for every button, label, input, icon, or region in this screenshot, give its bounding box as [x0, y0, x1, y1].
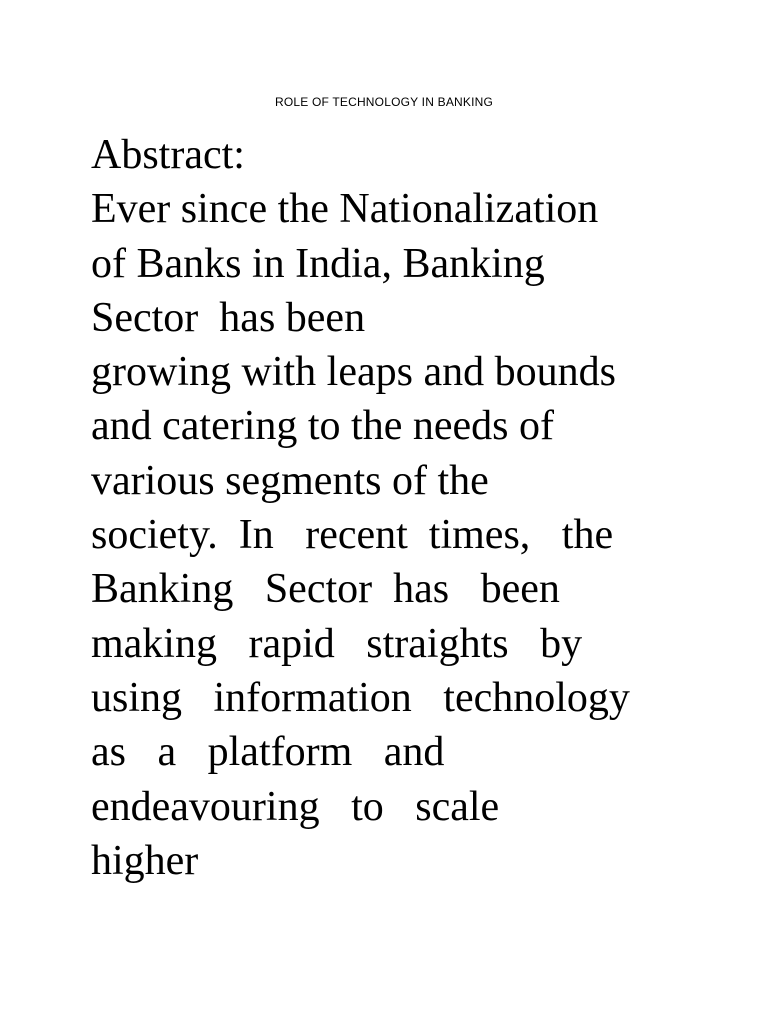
abstract-line: endeavouring to scale [91, 783, 500, 830]
abstract-heading: Abstract: [91, 132, 245, 178]
abstract-line: as a platform and [91, 729, 445, 776]
abstract-line: higher [91, 837, 199, 884]
abstract-line: of Banks in India, Banking [91, 240, 545, 287]
document-title: ROLE OF TECHNOLOGY IN BANKING [274, 95, 494, 109]
abstract-line: making rapid straights by [91, 620, 583, 667]
abstract-line: Banking Sector has been [91, 566, 560, 613]
abstract-line: and catering to the needs of [91, 403, 554, 450]
abstract-line: growing with leaps and bounds [91, 349, 616, 396]
abstract-line: using information technology [91, 674, 630, 721]
abstract-line: Sector has been [91, 294, 366, 341]
abstract-line: various segments of the [91, 457, 489, 504]
abstract-line: society. In recent times, the [91, 512, 614, 559]
abstract-line: Ever since the Nationalization [91, 186, 599, 233]
abstract-body [91, 128, 671, 888]
